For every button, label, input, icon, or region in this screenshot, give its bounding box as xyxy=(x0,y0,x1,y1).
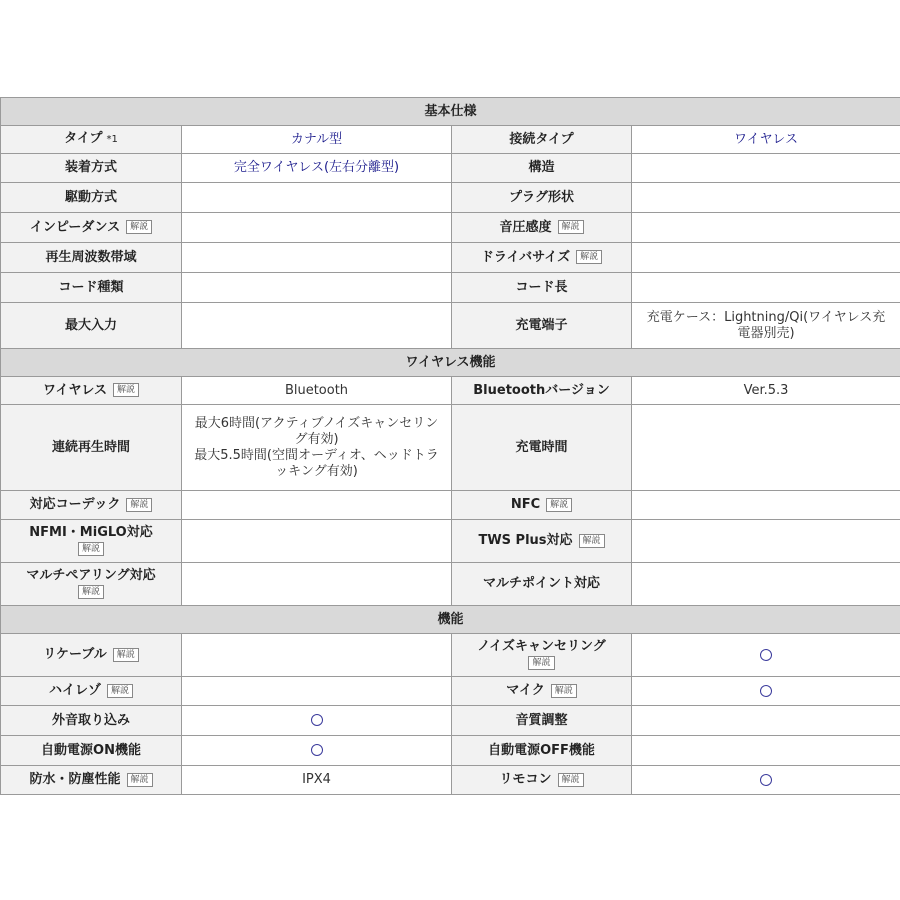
value-drive xyxy=(182,183,452,213)
label-auto-on: 自動電源ON機能 xyxy=(1,736,182,766)
value-cord-length xyxy=(632,273,900,303)
value-auto-off xyxy=(632,736,900,766)
label-driver-size: ドライバサイズ 解説 xyxy=(452,243,632,273)
value-type[interactable]: カナル型 xyxy=(182,126,452,154)
label-type: タイプ *1 xyxy=(1,126,182,154)
supported-circle-icon xyxy=(760,649,772,661)
label-connection: 接続タイプ xyxy=(452,126,632,154)
supported-circle-icon xyxy=(760,774,772,786)
label-tws-plus: TWS Plus対応 解説 xyxy=(452,520,632,563)
label-nfc: NFC 解説 xyxy=(452,491,632,520)
label-nfmi: NFMI・MiGLO対応 解説 xyxy=(1,520,182,563)
section-basic-spec: 基本仕様 xyxy=(1,98,900,126)
hint-button[interactable]: 解説 xyxy=(113,383,139,397)
value-recable xyxy=(182,634,452,677)
label-play-time: 連続再生時間 xyxy=(1,405,182,491)
label-sensitivity: 音圧感度 解説 xyxy=(452,213,632,243)
supported-circle-icon xyxy=(311,714,323,726)
label-bt-version: Bluetoothバージョン xyxy=(452,377,632,405)
value-sensitivity xyxy=(632,213,900,243)
label-ambient: 外音取り込み xyxy=(1,706,182,736)
label-auto-off: 自動電源OFF機能 xyxy=(452,736,632,766)
note-mark: *1 xyxy=(106,134,118,145)
value-charge-time xyxy=(632,405,900,491)
hint-button[interactable]: 解説 xyxy=(107,684,133,698)
label-waterproof: 防水・防塵性能 解説 xyxy=(1,766,182,795)
value-driver-size xyxy=(632,243,900,273)
hint-button[interactable]: 解説 xyxy=(126,220,152,234)
label-recable: リケーブル 解説 xyxy=(1,634,182,677)
hint-button[interactable]: 解説 xyxy=(126,498,152,512)
label-hires: ハイレゾ 解説 xyxy=(1,677,182,706)
value-nfmi xyxy=(182,520,452,563)
label-multi-pairing: マルチペアリング対応 解説 xyxy=(1,563,182,606)
label-mic: マイク 解説 xyxy=(452,677,632,706)
value-ambient xyxy=(182,706,452,736)
hint-button[interactable]: 解説 xyxy=(576,250,602,264)
value-hires xyxy=(182,677,452,706)
label-noise-cancelling: ノイズキャンセリング 解説 xyxy=(452,634,632,677)
value-eq xyxy=(632,706,900,736)
hint-button[interactable]: 解説 xyxy=(78,585,104,599)
section-features: 機能 xyxy=(1,606,900,634)
value-max-input xyxy=(182,303,452,349)
label-eq: 音質調整 xyxy=(452,706,632,736)
value-multi-point xyxy=(632,563,900,606)
label-cord-type: コード種類 xyxy=(1,273,182,303)
label-drive: 駆動方式 xyxy=(1,183,182,213)
value-tws-plus xyxy=(632,520,900,563)
value-multi-pairing xyxy=(182,563,452,606)
hint-button[interactable]: 解説 xyxy=(528,656,554,670)
hint-button[interactable]: 解説 xyxy=(579,534,605,548)
label-max-input: 最大入力 xyxy=(1,303,182,349)
supported-circle-icon xyxy=(760,685,772,697)
label-wear: 装着方式 xyxy=(1,154,182,183)
hint-button[interactable]: 解説 xyxy=(78,542,104,556)
label-multi-point: マルチポイント対応 xyxy=(452,563,632,606)
value-nfc xyxy=(632,491,900,520)
hint-button[interactable]: 解説 xyxy=(113,648,139,662)
value-structure xyxy=(632,154,900,183)
spec-table xyxy=(0,97,900,795)
hint-button[interactable]: 解説 xyxy=(546,498,572,512)
value-impedance xyxy=(182,213,452,243)
supported-circle-icon xyxy=(311,744,323,756)
value-frequency xyxy=(182,243,452,273)
value-wireless: Bluetooth xyxy=(182,377,452,405)
value-auto-on xyxy=(182,736,452,766)
label-plug: プラグ形状 xyxy=(452,183,632,213)
hint-button[interactable]: 解説 xyxy=(558,773,584,787)
label-cord-length: コード長 xyxy=(452,273,632,303)
value-play-time: 最大6時間(アクティブノイズキャンセリン グ有効) 最大5.5時間(空間オーディオ、ヘッドトラ ッキング有効) xyxy=(182,405,452,491)
hint-button[interactable]: 解説 xyxy=(558,220,584,234)
label-charge-time: 充電時間 xyxy=(452,405,632,491)
value-charge-port: 充電ケース：Lightning/Qi(ワイヤレス充 電器別売) xyxy=(632,303,900,349)
value-waterproof: IPX4 xyxy=(182,766,452,795)
label-codec: 対応コーデック 解説 xyxy=(1,491,182,520)
value-connection[interactable]: ワイヤレス xyxy=(632,126,900,154)
value-remote xyxy=(632,766,900,795)
label-impedance: インピーダンス 解説 xyxy=(1,213,182,243)
label-charge-port: 充電端子 xyxy=(452,303,632,349)
value-codec xyxy=(182,491,452,520)
value-cord-type xyxy=(182,273,452,303)
value-plug xyxy=(632,183,900,213)
value-wear[interactable]: 完全ワイヤレス(左右分離型) xyxy=(182,154,452,183)
value-noise-cancelling xyxy=(632,634,900,677)
hint-button[interactable]: 解説 xyxy=(551,684,577,698)
section-wireless: ワイヤレス機能 xyxy=(1,349,900,377)
label-structure: 構造 xyxy=(452,154,632,183)
label-remote: リモコン 解説 xyxy=(452,766,632,795)
hint-button[interactable]: 解説 xyxy=(127,773,153,787)
value-bt-version: Ver.5.3 xyxy=(632,377,900,405)
label-wireless: ワイヤレス 解説 xyxy=(1,377,182,405)
label-frequency: 再生周波数帯域 xyxy=(1,243,182,273)
value-mic xyxy=(632,677,900,706)
